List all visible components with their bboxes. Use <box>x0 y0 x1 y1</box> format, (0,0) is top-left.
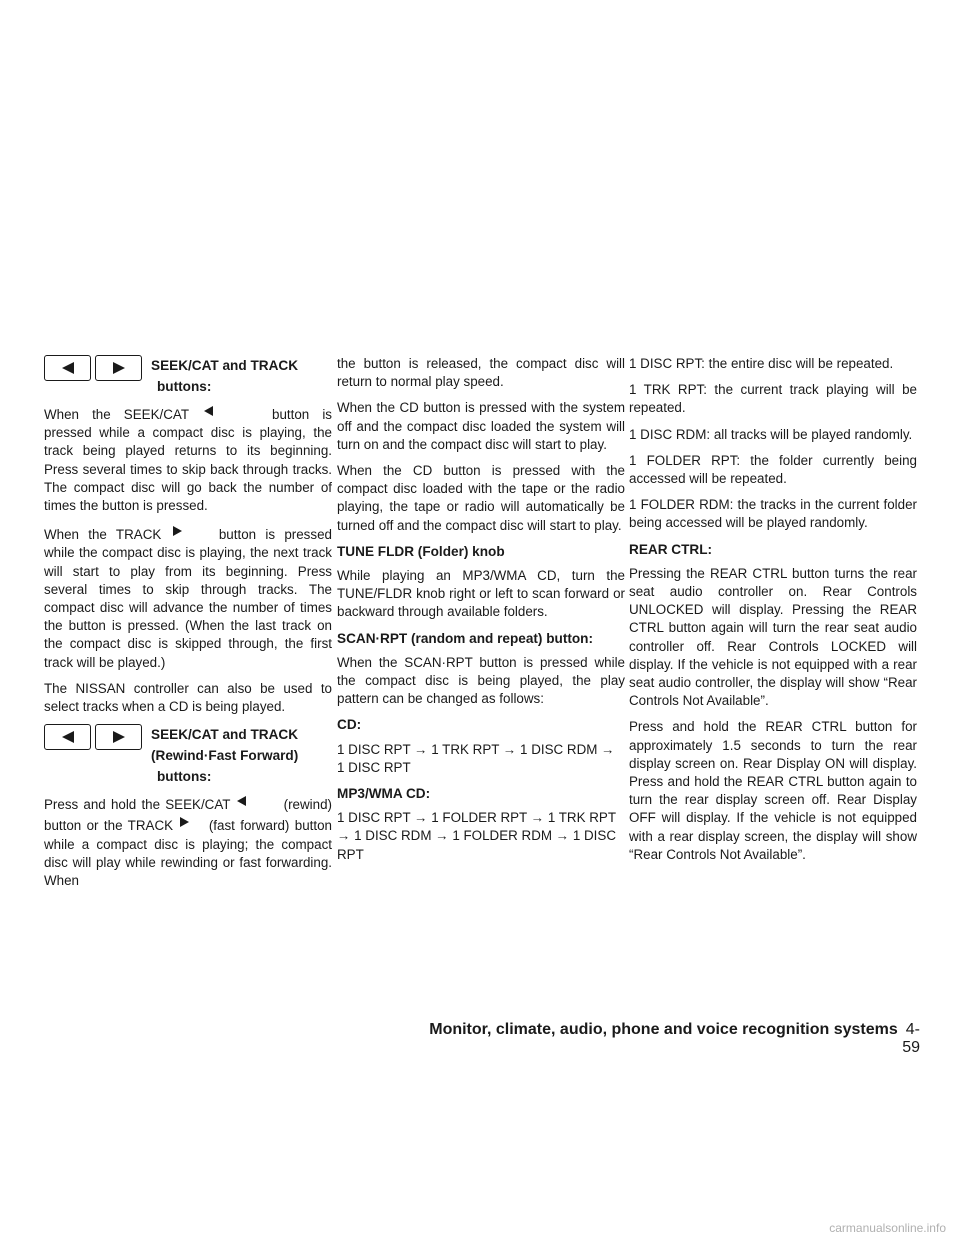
column-right <box>629 355 917 872</box>
text-run: button is pressed while a compact disc is playing, the track being played returns to its beginning. Press several times to skip back through tracks. The compact disc will go back the number of times the button is pressed. <box>44 407 332 514</box>
mode-description: 1 TRK RPT: the current track playing will be repeated. <box>629 382 917 416</box>
seek-cat-button-icon <box>44 355 91 381</box>
paragraph: The NISSAN controller can also be used to select tracks when a CD is being played. <box>44 680 332 715</box>
paragraph: 1 DISC RPT → 1 FOLDER RPT → 1 TRK RPT → 1 DISC RDM → 1 FOLDER RDM → 1 DISC RPT <box>337 810 617 862</box>
text-run: button is pressed while the compact disc is playing, the next track will start to play from its beginning. Press several times to skip through tracks. The compact disc will advance the number of times the button is pressed. (When the last track on the compact disc is skipped through, the first track will be played.) <box>44 527 332 670</box>
paragraph <box>44 793 332 890</box>
forward-arrow-icon <box>180 814 189 832</box>
mode-description: 1 FOLDER RDM: the tracks in the current folder being accessed will be played randomly. <box>629 497 917 531</box>
seek-track-button-icons <box>44 355 142 381</box>
text-run: Press and hold the SEEK/CAT <box>44 797 231 813</box>
rewind-arrow-icon <box>237 793 246 811</box>
mode-description: 1 FOLDER RPT: the folder currently being accessed will be repeated. <box>629 452 917 487</box>
section-title: Monitor, climate, audio, phone and voice recognition systems <box>429 1021 898 1038</box>
paragraph: When the CD button is pressed with the compact disc loaded with the tape or the radio playing, the tape or radio will automatically be turned off and the compact disc will start to play. <box>337 463 625 533</box>
section-heading: REAR CTRL: <box>629 541 713 557</box>
page-footer <box>420 1021 920 1057</box>
seek-cat-button-icon <box>44 724 91 750</box>
heading-line: (Rewind·Fast Forward) <box>151 748 299 764</box>
column-middle <box>337 355 625 872</box>
track-button-icon <box>95 724 142 750</box>
heading-line: SEEK/CAT and TRACK <box>151 727 299 743</box>
page-number: 4-59 <box>902 1021 920 1056</box>
paragraph: Press and hold the REAR CTRL button for approximately 1.5 seconds to turn the rear display screen on. Rear Display ON will display. Press and hold the REAR CTRL button again to turn the rear display screen off. Rear Display OFF will display. If the vehicle is not equipped with a rear display screen, the display will show “Rear Controls Not Available”. <box>629 719 917 862</box>
section-heading: SCAN·RPT (random and repeat) button: <box>337 630 594 646</box>
section-heading: CD: <box>337 717 362 733</box>
paragraph: the button is released, the compact disc will return to normal play speed. <box>337 356 625 390</box>
paragraph <box>44 403 332 515</box>
section-heading: MP3/WMA CD: <box>337 786 431 802</box>
seek-track-button-icons <box>44 724 142 750</box>
forward-arrow-icon <box>173 523 182 541</box>
heading-line: buttons: <box>157 379 212 394</box>
column-left <box>44 355 332 898</box>
mode-description: 1 DISC RPT: the entire disc will be repeated. <box>629 356 894 371</box>
text-run: (rewind) button or the TRACK <box>44 797 332 834</box>
paragraph: 1 DISC RPT → 1 TRK RPT → 1 DISC RDM → 1 DISC RPT <box>337 741 615 775</box>
paragraph: When the CD button is pressed with the system off and the compact disc loaded the system will turn on and the compact disc will start to play. <box>337 400 625 452</box>
heading-line: SEEK/CAT and TRACK <box>151 358 299 373</box>
track-button-icon <box>95 355 142 381</box>
heading-line: buttons: <box>157 769 212 785</box>
seek-track-heading <box>44 355 332 397</box>
section-heading: TUNE FLDR (Folder) knob <box>337 543 505 559</box>
seek-track-rewind-heading <box>44 724 332 787</box>
text-run: When the SEEK/CAT <box>44 407 189 422</box>
watermark: carmanualsonline.info <box>829 1221 946 1235</box>
paragraph <box>44 523 332 672</box>
text-run: (fast forward) button while a compact disc is playing; the compact disc will play while rewinding or fast forwarding. When <box>44 818 332 889</box>
paragraph: While playing an MP3/WMA CD, turn the TUNE/FLDR knob right or left to scan forward or backward through available folders. <box>337 568 625 620</box>
text-run: When the TRACK <box>44 527 162 543</box>
paragraph: When the SCAN·RPT button is pressed while the compact disc is being played, the play pattern can be changed as follows: <box>337 654 625 707</box>
rewind-arrow-icon <box>204 403 213 421</box>
mode-description: 1 DISC RDM: all tracks will be played randomly. <box>629 426 913 442</box>
paragraph: Pressing the REAR CTRL button turns the rear seat audio controller on. Rear Controls UNLOCKED will display. Pressing the REAR CTRL button again will turn the rear seat audio controller off. Rear Controls LOCKED will display. If the vehicle is not equipped with a rear seat audio controller, the display will show “Rear Controls Not Available”. <box>629 565 917 709</box>
